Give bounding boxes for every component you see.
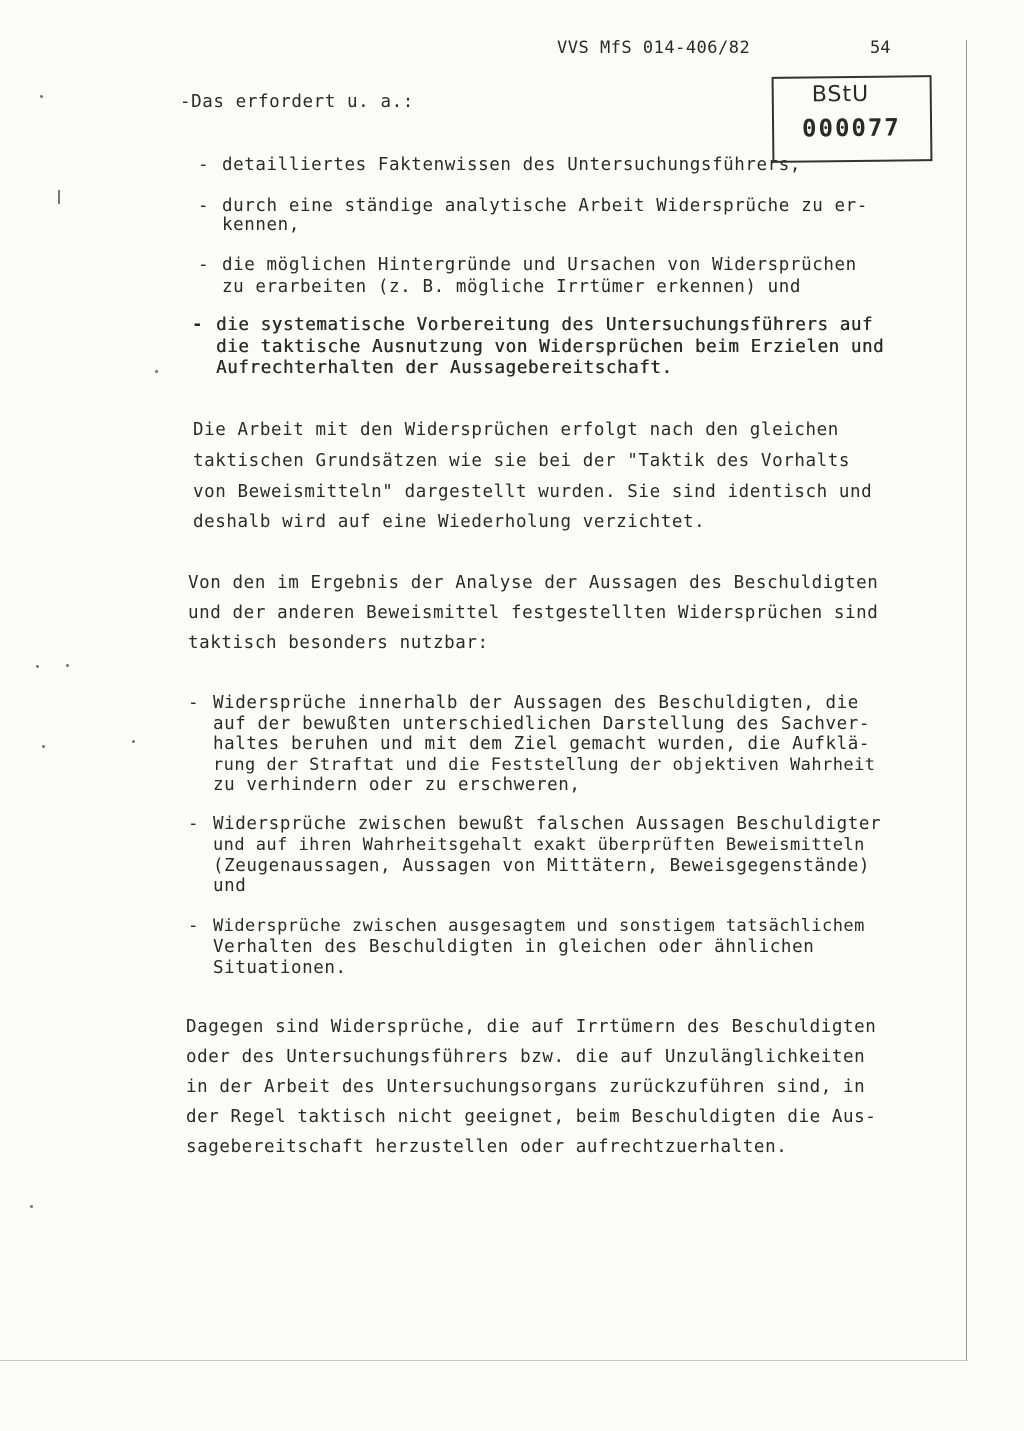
list-item-line: zu erarbeiten (z. B. mögliche Irrtümer erkennen) und xyxy=(222,277,802,297)
list-item-line: haltes beruhen und mit dem Ziel gemacht wurden, die Aufklä- xyxy=(213,734,871,754)
list-item-line: durch eine ständige analytische Arbeit Widersprüche zu er- xyxy=(222,196,868,216)
intro-line: -Das erfordert u. a.: xyxy=(180,92,414,112)
paragraph-line: oder des Untersuchungsführers bzw. die auf Unzulänglichkeiten xyxy=(186,1047,866,1067)
list-item-bullet: - xyxy=(198,196,209,216)
list-item-line: die systematische Vorbereitung des Untersuchungsführers auf xyxy=(216,315,874,335)
list-item-line: auf der bewußten unterschiedlichen Darstellung des Sachver- xyxy=(213,714,871,734)
scan-speck xyxy=(66,664,69,667)
list-item-line: Verhalten des Beschuldigten in gleichen oder ähnlichen xyxy=(213,937,815,957)
list-item-bullet: - xyxy=(188,693,199,713)
list-item-line: Aufrechterhalten der Aussagebereitschaft. xyxy=(216,358,673,378)
list-item-bullet: - xyxy=(188,814,199,834)
list-item-line: und auf ihren Wahrheitsgehalt exakt überprüften Beweismitteln xyxy=(213,835,865,855)
list-item-line: Widersprüche zwischen bewußt falschen Aussagen Beschuldigter xyxy=(213,814,882,834)
scan-speck xyxy=(42,745,45,748)
scan-speck xyxy=(30,1205,33,1208)
paragraph-line: und der anderen Beweismittel festgestellten Widersprüchen sind xyxy=(188,603,879,623)
stamp-number: 000077 xyxy=(801,113,901,143)
paragraph-line: Die Arbeit mit den Widersprüchen erfolgt nach den gleichen xyxy=(193,420,839,440)
page-edge-bottom xyxy=(0,1360,968,1361)
page-edge-right xyxy=(966,40,967,1360)
list-item-line: Widersprüche innerhalb der Aussagen des Beschuldigten, die xyxy=(213,693,859,713)
scan-speck xyxy=(58,190,60,204)
paragraph-line: Von den im Ergebnis der Analyse der Aussagen des Beschuldigten xyxy=(188,573,879,593)
list-item-line: Widersprüche zwischen ausgesagtem und sonstigem tatsächlichem xyxy=(213,916,865,936)
list-item-line: detailliertes Faktenwissen des Untersuchungsführers, xyxy=(222,155,802,175)
list-item-line: die möglichen Hintergründe und Ursachen von Widersprüchen xyxy=(222,255,857,275)
list-item-bullet: - xyxy=(198,155,209,175)
list-item-line: Situationen. xyxy=(213,958,347,978)
list-item-line: und xyxy=(213,876,247,896)
stamp-org: BStU xyxy=(811,81,870,108)
list-item-bullet: - xyxy=(192,315,203,335)
paragraph-line: Dagegen sind Widersprüche, die auf Irrtümern des Beschuldigten xyxy=(186,1017,877,1037)
document-reference: VVS MfS 014-406/82 xyxy=(557,38,751,58)
paragraph-line: sagebereitschaft herzustellen oder aufrechtzuerhalten. xyxy=(186,1137,788,1157)
archive-stamp xyxy=(772,75,933,163)
list-item-line: (Zeugenaussagen, Aussagen von Mittätern, Beweisgegenstände) xyxy=(213,856,871,876)
list-item-line: kennen, xyxy=(222,215,300,235)
scan-speck xyxy=(132,740,135,743)
list-item-line: die taktische Ausnutzung von Widersprüchen beim Erzielen und xyxy=(216,337,885,357)
paragraph-line: taktischen Grundsätzen wie sie bei der "Taktik des Vorhalts xyxy=(193,451,851,471)
paragraph-line: deshalb wird auf eine Wiederholung verzichtet. xyxy=(193,512,706,532)
paragraph-line: der Regel taktisch nicht geeignet, beim Beschuldigten die Aus- xyxy=(186,1107,877,1127)
list-item-bullet: - xyxy=(188,916,199,936)
list-item-bullet: - xyxy=(198,255,209,275)
page-number: 54 xyxy=(870,38,891,58)
scan-speck xyxy=(155,370,158,373)
paragraph-line: von Beweismitteln" dargestellt wurden. Sie sind identisch und xyxy=(193,482,873,502)
list-item-line: rung der Straftat und die Feststellung der objektiven Wahrheit xyxy=(213,755,876,775)
scan-speck xyxy=(40,95,43,98)
scan-speck xyxy=(36,665,39,668)
paragraph-line: in der Arbeit des Untersuchungsorgans zurückzuführen sind, in xyxy=(186,1077,866,1097)
list-item-line: zu verhindern oder zu erschweren, xyxy=(213,775,581,795)
paragraph-line: taktisch besonders nutzbar: xyxy=(188,633,489,653)
